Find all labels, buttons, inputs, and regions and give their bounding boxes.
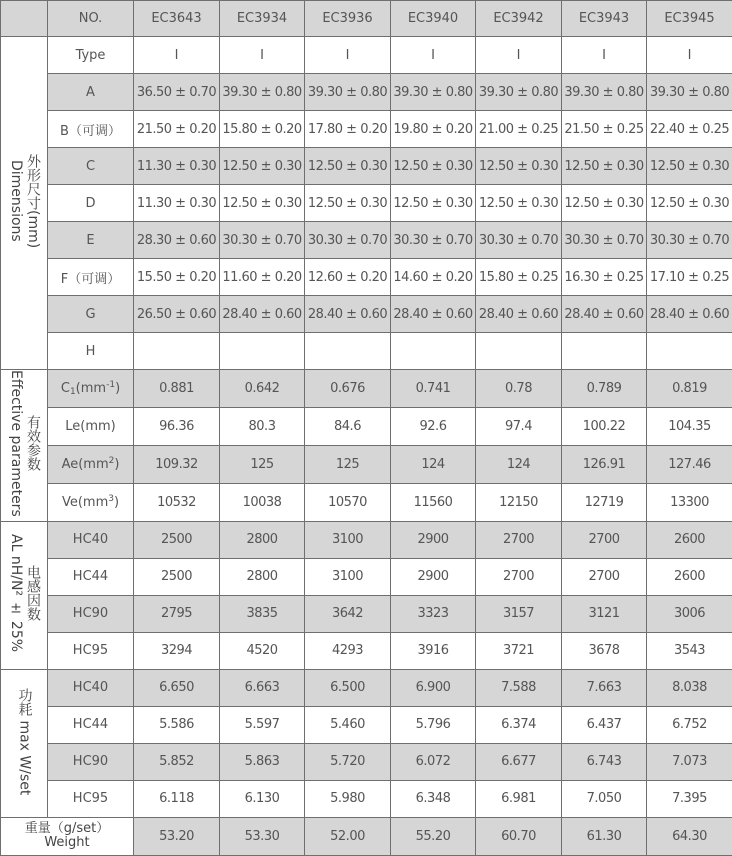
value-cell: 0.676 — [305, 370, 391, 408]
section-power — [1, 669, 48, 817]
value-cell: 0.741 — [391, 370, 476, 408]
table-row — [1, 74, 732, 111]
header-row — [1, 1, 732, 37]
weight-label-en: Weight — [1, 836, 133, 850]
row-label: A — [48, 74, 134, 111]
section-effective-text — [7, 370, 41, 517]
value-cell: I — [391, 37, 476, 74]
value-cell: 12.50 ± 0.30 — [220, 148, 305, 185]
value-cell: 109.32 — [134, 445, 220, 483]
value-cell: 28.40 ± 0.60 — [476, 296, 562, 333]
weight-label — [1, 817, 134, 855]
row-label: HC95 — [48, 780, 134, 817]
model-header: EC3643 — [134, 1, 220, 37]
value-cell: 10570 — [305, 483, 391, 521]
row-label: HC95 — [48, 632, 134, 669]
value-cell: 4293 — [305, 632, 391, 669]
value-cell: 12.50 ± 0.30 — [647, 185, 732, 222]
value-cell: 28.40 ± 0.60 — [305, 296, 391, 333]
section-dimensions-line: 外形尺寸(mm) — [25, 154, 41, 248]
value-cell: 2800 — [220, 521, 305, 558]
value-cell: 6.677 — [476, 743, 562, 780]
value-cell: 100.22 — [562, 407, 647, 445]
table-row — [1, 706, 732, 743]
value-cell: 30.30 ± 0.70 — [476, 222, 562, 259]
value-cell: 125 — [220, 445, 305, 483]
value-cell: 3006 — [647, 595, 732, 632]
table-row — [1, 296, 732, 333]
value-cell: 12719 — [562, 483, 647, 521]
value-cell: 6.743 — [562, 743, 647, 780]
row-label: F（可调） — [48, 259, 134, 296]
value-cell: 28.40 ± 0.60 — [647, 296, 732, 333]
value-cell: I — [134, 37, 220, 74]
value-cell: 17.10 ± 0.25 — [647, 259, 732, 296]
row-label: HC40 — [48, 669, 134, 706]
value-cell: I — [220, 37, 305, 74]
value-cell: 10038 — [220, 483, 305, 521]
model-header: EC3942 — [476, 1, 562, 37]
value-cell: 4520 — [220, 632, 305, 669]
value-cell: 0.642 — [220, 370, 305, 408]
value-cell: 12.50 ± 0.30 — [476, 148, 562, 185]
section-effective-line: 有效参数 — [25, 415, 41, 471]
value-cell: 12.50 ± 0.30 — [305, 148, 391, 185]
row-label — [48, 407, 134, 445]
row-label-part: C — [61, 381, 70, 396]
value-cell: 64.30 — [647, 817, 732, 855]
row-label: G — [48, 296, 134, 333]
value-cell: I — [562, 37, 647, 74]
value-cell: 10532 — [134, 483, 220, 521]
row-label: H — [48, 333, 134, 370]
row-label: HC40 — [48, 521, 134, 558]
value-cell: 2800 — [220, 558, 305, 595]
value-cell: 6.072 — [391, 743, 476, 780]
value-cell — [391, 333, 476, 370]
value-cell: 11.60 ± 0.20 — [220, 259, 305, 296]
value-cell: 30.30 ± 0.70 — [647, 222, 732, 259]
value-cell: 11.30 ± 0.30 — [134, 148, 220, 185]
table-row — [1, 333, 732, 370]
table-row — [1, 37, 732, 74]
value-cell: 30.30 ± 0.70 — [220, 222, 305, 259]
value-cell: 6.118 — [134, 780, 220, 817]
value-cell: 6.650 — [134, 669, 220, 706]
value-cell: 2900 — [391, 521, 476, 558]
value-cell — [305, 333, 391, 370]
model-header: EC3945 — [647, 1, 732, 37]
value-cell: 7.395 — [647, 780, 732, 817]
value-cell: 2700 — [562, 558, 647, 595]
value-cell: 61.30 — [562, 817, 647, 855]
value-cell: 3323 — [391, 595, 476, 632]
value-cell: 2600 — [647, 521, 732, 558]
value-cell: 3835 — [220, 595, 305, 632]
value-cell: 52.00 — [305, 817, 391, 855]
section-al-line: AL nH/N² ± 25% — [8, 534, 24, 652]
value-cell: I — [476, 37, 562, 74]
value-cell: 5.597 — [220, 706, 305, 743]
row-label-part: 2 — [109, 456, 115, 466]
table-row — [1, 669, 732, 706]
value-cell: 3721 — [476, 632, 562, 669]
value-cell: 12.50 ± 0.30 — [220, 185, 305, 222]
value-cell: 39.30 ± 0.80 — [305, 74, 391, 111]
table-row — [1, 222, 732, 259]
section-al-line: 电感因数 — [25, 565, 41, 621]
value-cell: 7.073 — [647, 743, 732, 780]
value-cell: 3121 — [562, 595, 647, 632]
row-label: C — [48, 148, 134, 185]
value-cell: 53.20 — [134, 817, 220, 855]
section-dimensions — [1, 37, 48, 370]
row-label: HC90 — [48, 595, 134, 632]
value-cell: 30.30 ± 0.70 — [305, 222, 391, 259]
row-label: HC44 — [48, 558, 134, 595]
section-effective-line: Effective parameters — [8, 370, 24, 517]
value-cell: 60.70 — [476, 817, 562, 855]
row-label: Type — [48, 37, 134, 74]
section-al-text — [7, 534, 41, 652]
value-cell: 92.6 — [391, 407, 476, 445]
value-cell — [647, 333, 732, 370]
value-cell: 12.60 ± 0.20 — [305, 259, 391, 296]
value-cell: 17.80 ± 0.20 — [305, 111, 391, 148]
section-dimensions-text — [7, 154, 41, 248]
value-cell: 6.374 — [476, 706, 562, 743]
table-row — [1, 483, 732, 521]
value-cell: 6.130 — [220, 780, 305, 817]
value-cell: 21.50 ± 0.20 — [134, 111, 220, 148]
row-label: B（可调） — [48, 111, 134, 148]
value-cell: 124 — [476, 445, 562, 483]
value-cell: 11560 — [391, 483, 476, 521]
table-row — [1, 780, 732, 817]
value-cell: 96.36 — [134, 407, 220, 445]
value-cell: 12.50 ± 0.30 — [305, 185, 391, 222]
value-cell: 15.50 ± 0.20 — [134, 259, 220, 296]
value-cell: 28.30 ± 0.60 — [134, 222, 220, 259]
value-cell: 2700 — [562, 521, 647, 558]
value-cell: 3543 — [647, 632, 732, 669]
value-cell: 3642 — [305, 595, 391, 632]
value-cell: 55.20 — [391, 817, 476, 855]
value-cell: 39.30 ± 0.80 — [476, 74, 562, 111]
row-label-part: Ae(mm — [62, 457, 109, 472]
value-cell: 30.30 ± 0.70 — [391, 222, 476, 259]
row-label — [48, 445, 134, 483]
section-effective — [1, 370, 48, 522]
value-cell: 2500 — [134, 558, 220, 595]
value-cell: 12150 — [476, 483, 562, 521]
value-cell: 13300 — [647, 483, 732, 521]
value-cell: 5.863 — [220, 743, 305, 780]
value-cell: 6.500 — [305, 669, 391, 706]
value-cell: 26.50 ± 0.60 — [134, 296, 220, 333]
value-cell: 22.40 ± 0.25 — [647, 111, 732, 148]
value-cell: 3100 — [305, 558, 391, 595]
value-cell: 80.3 — [220, 407, 305, 445]
value-cell: 2900 — [391, 558, 476, 595]
value-cell: 36.50 ± 0.70 — [134, 74, 220, 111]
value-cell: 0.789 — [562, 370, 647, 408]
row-label-part: 3 — [108, 494, 114, 504]
section-power-text — [16, 688, 33, 795]
value-cell: 125 — [305, 445, 391, 483]
row-label: HC44 — [48, 706, 134, 743]
value-cell: 12.50 ± 0.30 — [391, 148, 476, 185]
value-cell: 0.78 — [476, 370, 562, 408]
value-cell: 12.50 ± 0.30 — [476, 185, 562, 222]
row-label-part: ) — [114, 495, 119, 510]
value-cell: 12.50 ± 0.30 — [647, 148, 732, 185]
row-label-part: ) — [115, 381, 120, 396]
table-row — [1, 558, 732, 595]
value-cell: 19.80 ± 0.20 — [391, 111, 476, 148]
value-cell: 6.663 — [220, 669, 305, 706]
weight-label-cn: 重量（g/set） — [1, 822, 133, 836]
row-label-part: -1 — [106, 380, 115, 390]
value-cell: 5.460 — [305, 706, 391, 743]
section-al — [1, 521, 48, 669]
value-cell: I — [305, 37, 391, 74]
value-cell: 28.40 ± 0.60 — [391, 296, 476, 333]
value-cell — [476, 333, 562, 370]
value-cell: 5.720 — [305, 743, 391, 780]
value-cell: 39.30 ± 0.80 — [562, 74, 647, 111]
value-cell: 2500 — [134, 521, 220, 558]
value-cell: 12.50 ± 0.30 — [562, 185, 647, 222]
value-cell: 12.50 ± 0.30 — [391, 185, 476, 222]
value-cell: 6.437 — [562, 706, 647, 743]
table-row — [1, 817, 732, 855]
value-cell: 127.46 — [647, 445, 732, 483]
value-cell: 3100 — [305, 521, 391, 558]
value-cell: 2700 — [476, 521, 562, 558]
row-label: E — [48, 222, 134, 259]
value-cell: 84.6 — [305, 407, 391, 445]
value-cell: 39.30 ± 0.80 — [391, 74, 476, 111]
value-cell: I — [647, 37, 732, 74]
value-cell: 6.752 — [647, 706, 732, 743]
table-row — [1, 259, 732, 296]
value-cell: 7.050 — [562, 780, 647, 817]
value-cell: 39.30 ± 0.80 — [647, 74, 732, 111]
model-header: EC3936 — [305, 1, 391, 37]
table-row — [1, 445, 732, 483]
value-cell: 3678 — [562, 632, 647, 669]
row-label — [48, 370, 134, 408]
value-cell: 7.588 — [476, 669, 562, 706]
value-cell: 5.586 — [134, 706, 220, 743]
table-row — [1, 595, 732, 632]
row-label — [48, 483, 134, 521]
value-cell: 5.796 — [391, 706, 476, 743]
value-cell: 30.30 ± 0.70 — [562, 222, 647, 259]
value-cell: 39.30 ± 0.80 — [220, 74, 305, 111]
value-cell: 6.981 — [476, 780, 562, 817]
value-cell: 2600 — [647, 558, 732, 595]
table-row — [1, 111, 732, 148]
value-cell: 28.40 ± 0.60 — [562, 296, 647, 333]
value-cell: 15.80 ± 0.25 — [476, 259, 562, 296]
value-cell: 0.881 — [134, 370, 220, 408]
row-label-part: ) — [114, 457, 119, 472]
value-cell: 97.4 — [476, 407, 562, 445]
row-label-part: (mm — [76, 381, 106, 396]
value-cell: 6.348 — [391, 780, 476, 817]
value-cell: 124 — [391, 445, 476, 483]
value-cell: 15.80 ± 0.20 — [220, 111, 305, 148]
model-header: EC3934 — [220, 1, 305, 37]
section-dimensions-line: Dimensions — [8, 160, 24, 242]
value-cell: 21.00 ± 0.25 — [476, 111, 562, 148]
row-label-part: 1 — [70, 387, 76, 397]
table-row — [1, 407, 732, 445]
value-cell — [220, 333, 305, 370]
table-row — [1, 148, 732, 185]
row-label-part: Ve(mm — [62, 495, 108, 510]
value-cell: 11.30 ± 0.30 — [134, 185, 220, 222]
row-label: HC90 — [48, 743, 134, 780]
value-cell: 3157 — [476, 595, 562, 632]
value-cell: 2700 — [476, 558, 562, 595]
value-cell: 126.91 — [562, 445, 647, 483]
value-cell: 0.819 — [647, 370, 732, 408]
value-cell — [562, 333, 647, 370]
value-cell: 2795 — [134, 595, 220, 632]
value-cell: 104.35 — [647, 407, 732, 445]
value-cell: 8.038 — [647, 669, 732, 706]
value-cell: 3916 — [391, 632, 476, 669]
value-cell: 6.900 — [391, 669, 476, 706]
table-row — [1, 370, 732, 408]
value-cell: 16.30 ± 0.25 — [562, 259, 647, 296]
value-cell: 5.852 — [134, 743, 220, 780]
value-cell — [134, 333, 220, 370]
value-cell: 7.663 — [562, 669, 647, 706]
value-cell: 3294 — [134, 632, 220, 669]
value-cell: 53.30 — [220, 817, 305, 855]
no-label: NO. — [48, 1, 134, 37]
table-row — [1, 521, 732, 558]
section-power-line: 功耗 max W/set — [17, 688, 33, 795]
model-header: EC3943 — [562, 1, 647, 37]
value-cell: 5.980 — [305, 780, 391, 817]
row-label-part: Le(mm) — [65, 419, 115, 434]
value-cell: 21.50 ± 0.25 — [562, 111, 647, 148]
row-label: D — [48, 185, 134, 222]
value-cell: 12.50 ± 0.30 — [562, 148, 647, 185]
table-row — [1, 743, 732, 780]
table-row — [1, 632, 732, 669]
table-row — [1, 185, 732, 222]
model-header: EC3940 — [391, 1, 476, 37]
corner-cell — [1, 1, 48, 37]
value-cell: 28.40 ± 0.60 — [220, 296, 305, 333]
value-cell: 14.60 ± 0.20 — [391, 259, 476, 296]
